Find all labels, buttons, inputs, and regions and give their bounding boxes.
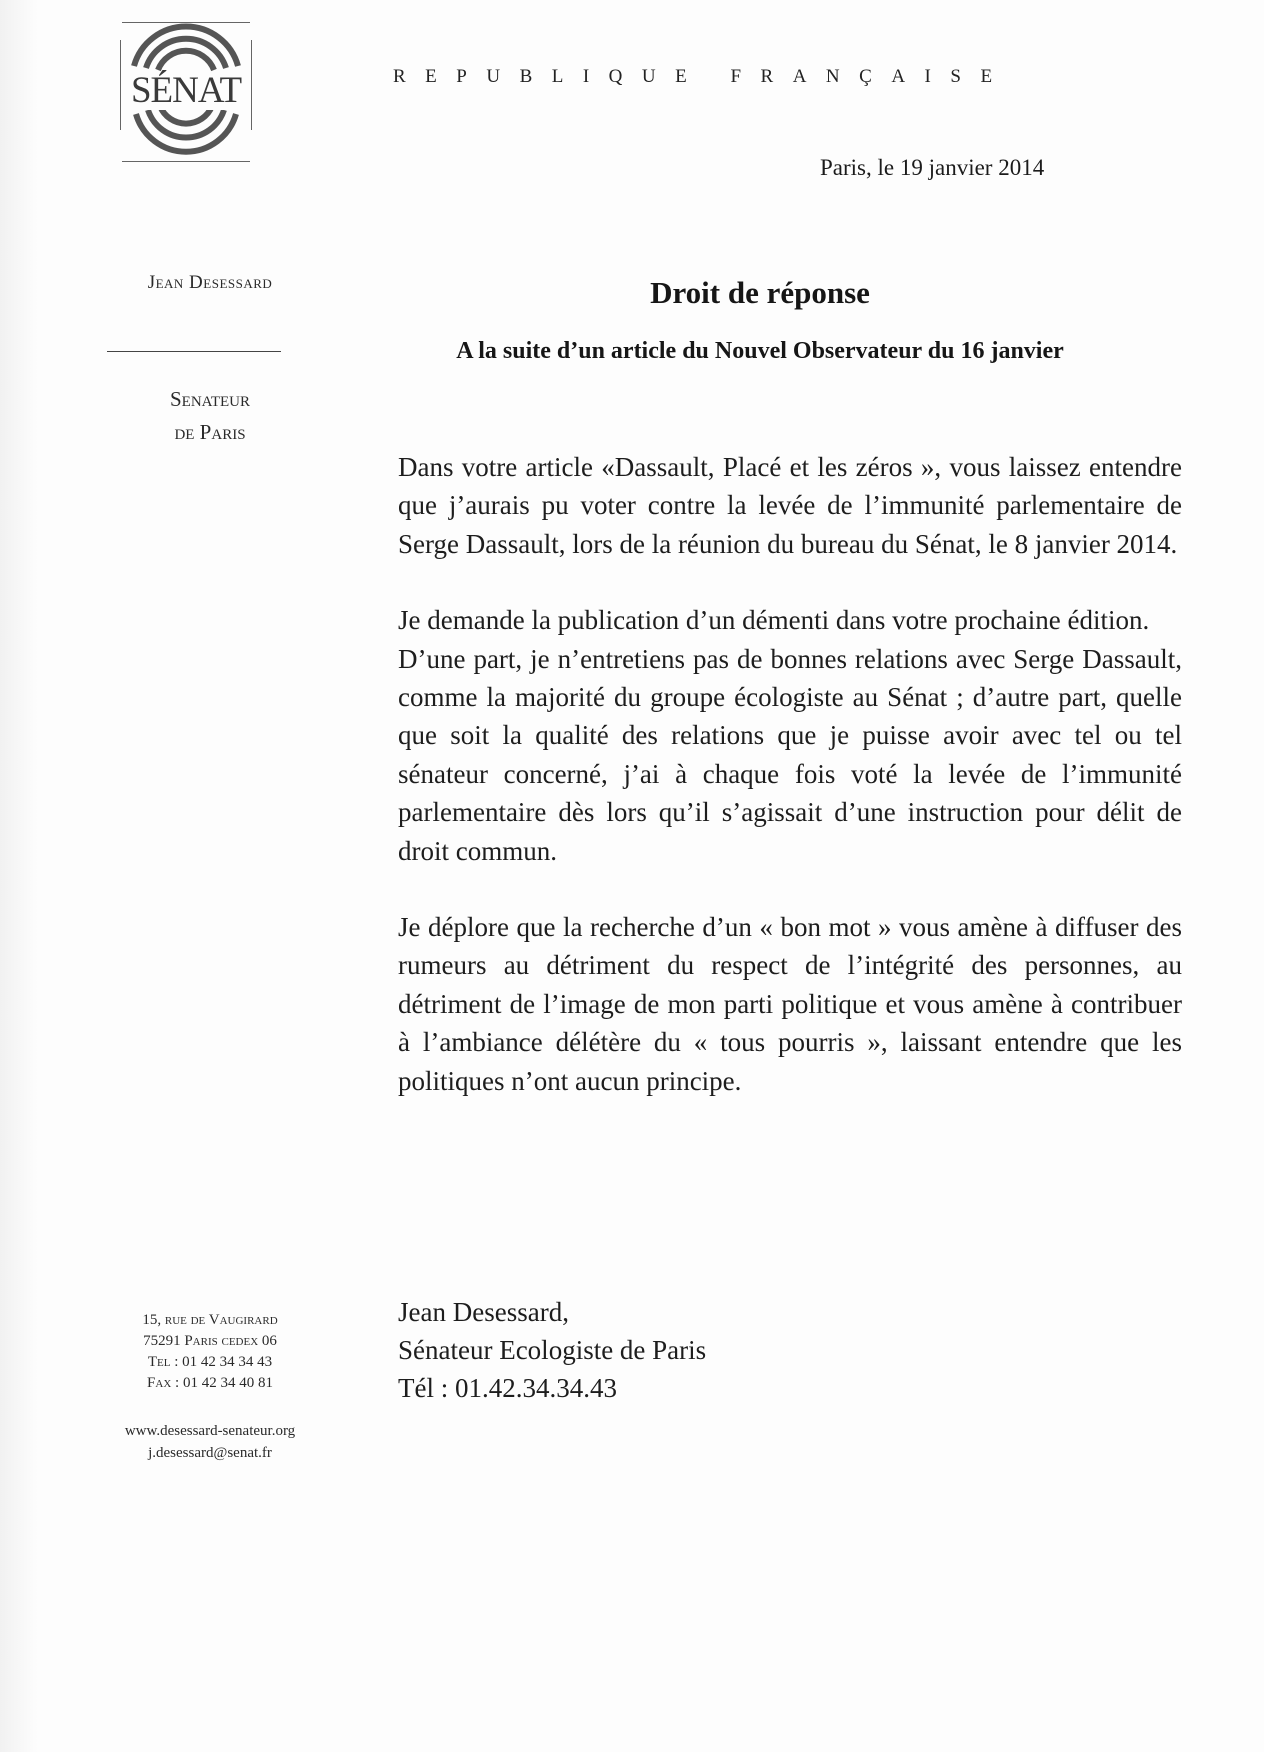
letter-body [398, 448, 1182, 1100]
website-link[interactable]: www.desessard-senateur.org [124, 1423, 296, 1439]
senat-logo [120, 22, 252, 162]
body-paragraph-3: D’une part, je n’entretiens pas de bonnes relations avec Serge Dassault, comme la majorité du groupe écologiste au Sénat ; d’autre part, quelle que soit la qualité des relations que je puisse avoir avec tel ou tel sénateur concerné, j’ai à chaque fois voté la levée de l’immunité parlementaire dès lors qu’il s’agissait d’une instruction pour délit de droit commun. [398, 643, 1182, 866]
logo-wordmark: SÉNAT [130, 70, 242, 111]
sender-title [60, 383, 360, 449]
sender-name: Jean Desessard [147, 272, 273, 293]
republic-header: REPUBLIQUE FRANÇAISE [393, 66, 1012, 87]
email-link[interactable]: j.desessard@senat.fr [148, 1445, 272, 1461]
signature-role: Sénateur Ecologiste de Paris [398, 1335, 707, 1365]
document-title: Droit de réponse [650, 275, 870, 310]
sender-title-line2: de Paris [174, 420, 246, 444]
body-paragraph-4: Je déplore que la recherche d’un « bon mot » vous amène à diffuser des rumeurs au détriment du respect de l’intégrité des personnes, au détriment de l’image de mon parti politique et vous amène à contribuer à l’ambiance délétère du « tous pourris », laissant entendre que les politiques n’ont aucun principe. [398, 912, 1182, 1096]
left-divider [107, 351, 281, 352]
address-street: 15, rue de Vaugirard [142, 1312, 278, 1328]
letter-date: Paris, le 19 janvier 2014 [820, 155, 1045, 180]
signature-block [398, 1293, 998, 1407]
address-fax: Fax : 01 42 34 40 81 [147, 1375, 273, 1391]
sender-contact [60, 1420, 360, 1464]
body-paragraph-2: Je demande la publication d’un démenti dans votre prochaine édition. [398, 605, 1150, 636]
sender-title-line1: Senateur [169, 387, 250, 411]
address-phone: Tel : 01 42 34 34 43 [147, 1354, 273, 1370]
body-paragraph-1: Dans votre article «Dassault, Placé et les zéros », vous laissez entendre que j’aurais pu voter contre la levée de l’immunité parlementaire de Serge Dassault, lors de la réunion du bureau du Sénat, le 8 janvier 2014. [398, 452, 1182, 559]
address-city: 75291 Paris cedex 06 [143, 1333, 277, 1349]
scan-shadow [0, 0, 38, 1752]
document-subtitle: A la suite d’un article du Nouvel Observateur du 16 janvier [456, 338, 1064, 364]
sender-address [60, 1310, 360, 1394]
signature-phone: Tél : 01.42.34.34.43 [398, 1373, 617, 1403]
signature-name: Jean Desessard, [398, 1297, 569, 1327]
